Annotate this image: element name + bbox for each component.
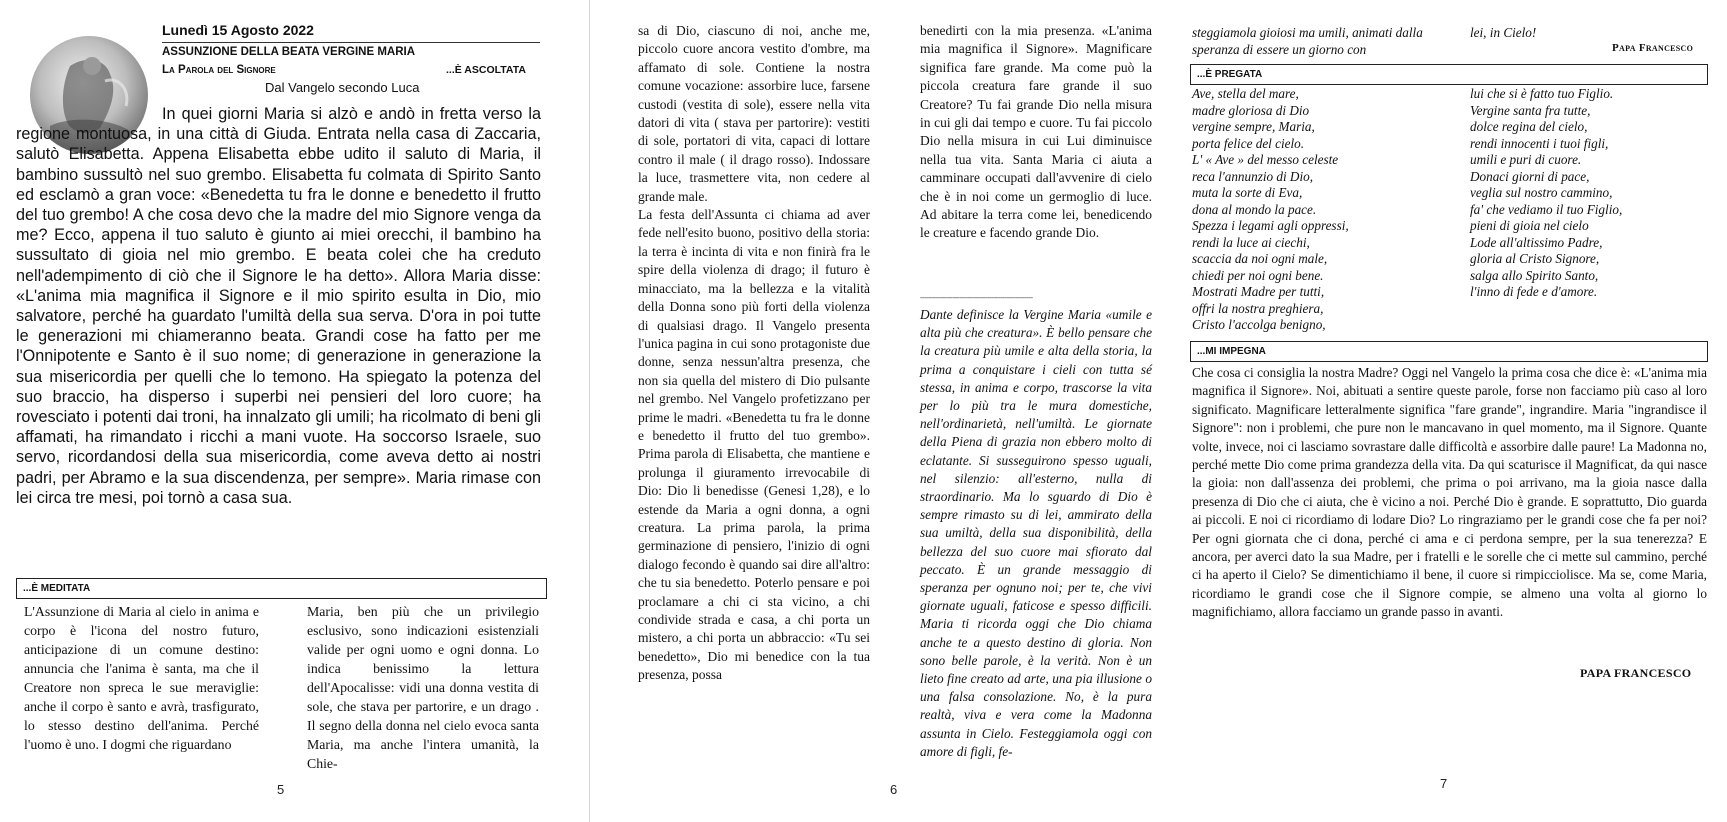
meditated-column-1: L'Assunzione di Maria al cielo in anima e corpo è l'icona del nostro futuro, anticipazione di un comune destino: annuncia che l'anima è santa, ma che il Creatore non spreca le sue meraviglie: anche il corpo è santo e avrà, trasfigurato, lo stesso destino dell'anima. Perché l'uomo è uno. I dogmi che riguardano	[24, 604, 259, 752]
page-number-7: 7	[1440, 776, 1448, 791]
page-7	[1180, 0, 1727, 822]
feast-title: ASSUNZIONE DELLA BEATA VERGINE MARIA	[162, 46, 416, 58]
gospel-intro: Dal Vangelo secondo Luca	[265, 80, 420, 95]
signature-bottom: PAPA FRANCESCO	[1580, 666, 1692, 680]
commits-text: Che cosa ci consiglia la nostra Madre? Oggi nel Vangelo la prima cosa che dice è: «L'anima mia magnifica il Signore». Noi, abituati a sentire queste parole, forse non facciamo più caso al loro significato. Magnificare letteralmente significa "fare grande", ingrandire. Maria "ingrandisce il Signore": non i problemi, che pure non le mancavano in quel momento, ma il Signore. Quante volte, invece, noi ci lasciamo sovrastare dalle difficoltà e assorbire dalle paure! La Madonna no, perché mette Dio come prima grandezza della vita. Da qui scaturisce il Magnificat, da qui nasce la gioia: non dall'assenza dei problemi, che prima o poi arrivano, ma la gioia nasce dalla presenza di Dio che ci aiuta, che è vicino a noi. Perché Dio è grande. E soprattutto, Dio guarda ai piccoli. E noi ci ricordiamo di lodare Dio? Lo ringraziamo per le grandi cose che fa per noi? Per ogni giornata che ci dona, perché ci ama e ci perdona sempre, per la sua tenerezza? E ancora, per averci dato la sua Madre, per i fratelli e le sorelle che ci mette sul cammino, perché ci ha aperto il Cielo? Se dimentichiamo il bene, il cuore si rimpicciolisce. Ma se, come Maria, ricordiamo le grandi cose che il Signore compie, se almeno una volta al giorno lo magnifichiamo, allora facciamo un grande passo in avanti.	[1192, 365, 1707, 620]
meditated-header: ...È MEDITATA	[16, 578, 547, 599]
p6-dashed-rule: ----------------------------------------------------	[920, 293, 1033, 302]
prayed-header: ...È PREGATA	[1190, 64, 1708, 85]
section-word-title: La Parola del Signore	[162, 64, 276, 76]
meditated-column-2: Maria, ben più che un privilegio esclusivo, sono indicazioni esistenziali valide per ogni uomo e ogni donna. Lo indica benissimo la lettura dell'Apocalisse: vidi una donna vestita di sole, che stava per partorire, e un drago . Il segno della donna nel cielo evoca santa Maria, ma anche l'intera umanità, la Chie-	[307, 604, 539, 771]
page-number-6: 6	[890, 782, 898, 797]
header-rule	[162, 42, 540, 43]
commits-header: ...MI IMPEGNA	[1190, 341, 1708, 362]
page-number-5: 5	[277, 782, 285, 797]
prayer-left: Ave, stella del mare, madre gloriosa di Dio vergine sempre, Maria, porta felice del cielo. L' « Ave » del messo celeste reca l'annunzio di Dio, muta la sorte di Eva, dona al mondo la pace. Spezza i legami agli oppressi, rendi la luce ai ciechi, scaccia da noi ogni male, chiedi per noi ogni bene. Mostrati Madre per tutti, offri la nostra preghiera, Cristo l'accolga benigno,	[1192, 86, 1349, 332]
gospel-text: In quei giorni Maria si alzò e andò in fretta verso la regione montuosa, in una città di Giuda. Entrata nella casa di Zaccaria, salutò Elisabetta. Appena Elisabetta ebbe udito il saluto di Maria, il bambino sussultò nel suo grembo. Elisabetta fu colmata di Spirito Santo ed esclamò a gran voce: «Benedetta tu fra le donne e benedetto il frutto del tuo grembo! A che cosa devo che la madre del mio Signore venga da me? Ecco, appena il tuo saluto è giunto ai miei orecchi, il bambino ha sussultato di gioia nel mio grembo. E beata colei che ha creduto nell'adempimento di ciò che il Signore le ha detto». Allora Maria disse: «L'anima mia magnifica il Signore e il mio spirito esulta in Dio, mio salvatore, perché ha guardato l'umiltà della sua serva. D'ora in poi tutte le generazioni mi chiameranno beata. Grandi cose ha fatto per me l'Onnipotente e Santo è il suo nome; di generazione in generazione la sua misericordia per quelli che lo temono. Ha spiegato la potenza del suo braccio, ha disperso i superbi nei pensieri del loro cuore; ha rovesciato i potenti dai troni, ha innalzato gli umili; ha ricolmato di beni gli affamati, ha rimandato i ricchi a mani vuote. Ha soccorso Israele, suo servo, ricordandosi della sua misericordia, come aveva detto ai nostri padri, per Abramo e la sua discendenza, per sempre». Maria rimase con lei circa tre mesi, poi tornò a casa sua.	[16, 105, 541, 507]
p7-intro-right: lei, in Cielo!	[1470, 25, 1537, 40]
prayer-right: lui che si è fatto tuo Figlio. Vergine santa fra tutte, dolce regina del cielo, rendi innocenti i tuoi figli, umili e puri di cuore. Donaci giorni di pace, veglia sul nostro cammino, fa' che vediamo il tuo Figlio, pieni di gioia nel cielo Lode all'altissimo Padre, gloria al Cristo Signore, salga allo Spirito Santo, l'inno di fede e d'amore.	[1470, 86, 1623, 299]
page-5	[0, 0, 589, 822]
p6-column-2-italic: Dante definisce la Vergine Maria «umile e alta più che creatura». È bello pensare che la creatura più umile e alta della storia, la prima a conquistare i cieli con tutta sé stessa, in anima e corpo, trascorse la vita per lo più tra le mura domestiche, nell'ordinarietà, nell'umiltà. Le giornate della Piena di grazia non ebbero molto di eclatante. Si susseguirono spesso uguali, nel silenzio: all'esterno, nulla di straordinario. Ma lo sguardo di Dio è sempre rimasto su di lei, ammirato della sua umiltà, della sua disponibilità, della bellezza del suo cuore mai sfiorato dal peccato. È un grande messaggio di speranza per ognuno noi; per te, che vivi giornate uguali, faticose e spesso difficili. Maria ti ricorda oggi che Dio chiama anche te a questo destino di gloria. Non sono belle parole, è la verità. Non è un lieto fine creato ad arte, una pia illusione o una falsa consolazione. No, è la pura realtà, viva e vera come la Madonna assunta in Cielo. Festeggiamola oggi con amore di figli, fe-	[920, 307, 1152, 759]
section-listened-title: ...È ASCOLTATA	[446, 64, 526, 76]
p6-column-2: benedirti con la mia presenza. «L'anima mia magnifica il Signore». Magnificare significa fare grande. Ma come può la piccola creatura fare grande il suo Creatore? Tu fai grande Dio nella misura in cui gli dai tempo e cuore. Tu fai piccolo Dio nella misura in cui Lui diminuisce nella tua vita. Santa Maria ci aiuta a camminare occupati dall'avvenire di cielo che è in noi come un germoglio di luce. Ad abitare la terra come lei, benedicendo le creature e facendo grande Dio.	[920, 23, 1152, 241]
date-heading: Lunedì 15 Agosto 2022	[162, 22, 314, 38]
p7-intro-left: steggiamola gioiosi ma umili, animati dalla speranza di essere un giorno con	[1192, 25, 1423, 57]
p6-column-1: sa di Dio, ciascuno di noi, anche me, piccolo cuore ancora vestito d'ombre, ma affamato di sole. Contiene la nostra comune vocazione: assorbire luce, farsene custodi (vestita di sole), essere nella vita datori di vita ( stava per partorire): vestiti di sole, portatori di vita, capaci di lottare contro il male ( il drago rosso). Indossare la luce, trasmettere vita, non cedere al grande male. La festa dell'Assunta ci chiama ad aver fede nell'esito buono, positivo della storia: la terra è incinta di vita e non finirà fra le spire della violenza di drago; il futuro è minacciato, ma la bellezza e la vitalità della Donna sono più forti della violenza di qualsiasi drago. Il Vangelo presenta l'unica pagina in cui sono protagoniste due donne, senza nessun'altra presenza, che non sia quella del mistero di Dio pulsante nel grembo. Nel Vangelo profetizzano per prime le madri. «Benedetta tu fra le donne e benedetto il frutto del tuo grembo». Prima parola di Elisabetta, che mantiene e prolunga il giuramento irrevocabile di Dio: Dio li benedisse (Genesi 1,28), e lo estende da Maria a ogni donna, a ogni creatura. La prima parola, la prima germinazione di pensiero, l'inizio di ogni dialogo fecondo è quando sai dire all'altro: che tu sia benedetto. Poterlo pensare e poi proclamare a chi ci sta vicino, a chi condivide strada e casa, a chi porta un mistero, a chi porta un abbraccio: «Tu sei benedetto», Dio mi benedice con la tua presenza, possa	[638, 23, 870, 683]
page-6	[590, 0, 1180, 822]
signature-top: Papa Francesco	[1612, 42, 1694, 54]
